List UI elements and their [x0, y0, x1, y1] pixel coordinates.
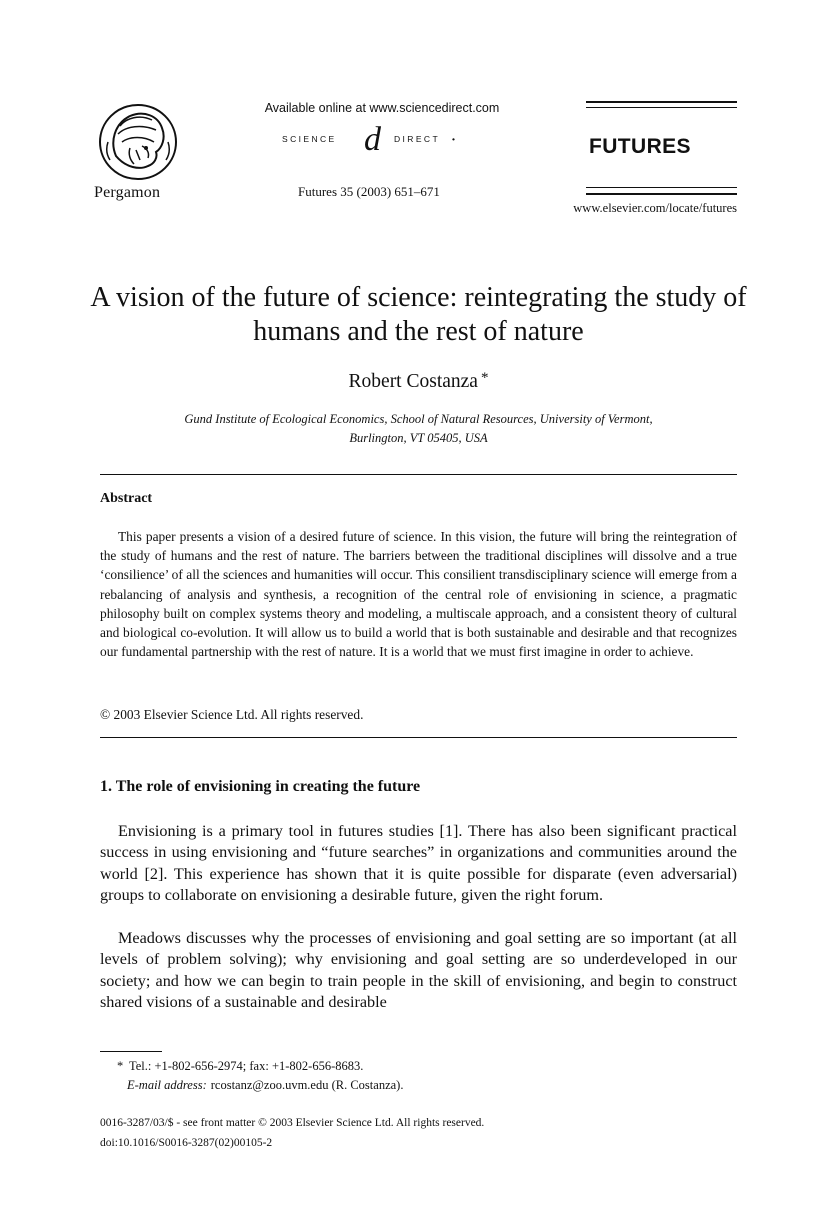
- footnote-rule: [100, 1051, 162, 1052]
- sd-logo-left-word: SCIENCE: [282, 134, 337, 144]
- sciencedirect-logo: [282, 121, 482, 158]
- abstract-heading: Abstract: [100, 491, 153, 506]
- athena-head-icon: [96, 102, 180, 182]
- author-name: Robert Costanza: [348, 371, 478, 392]
- abstract-text: This paper presents a vision of a desired future of science. In this vision, the future will bring the reintegration of the study of humans and the rest of nature. The barriers between the traditional disciplines will dissolve and a true ‘consilience’ of all the sciences and humanities will occur. This consilient transdisciplinary science will emerge from a rebalancing of analysis and synthesis, a recognition of the central role of envisioning in science, a pragmatic philosophy built on complex systems theory and modeling, a multiscale approach, and a consistent theory of cultural and biological co-evolution. It will allow us to build a world that is both sustainable and desirable and that recognizes our fundamental partnership with the rest of nature. It is a world that we must first imagine in order to achieve.: [100, 529, 737, 660]
- journal-rule: [586, 107, 737, 108]
- body-paragraph: Envisioning is a primary tool in futures studies [1]. There has also been significant practical success in using envisioning and “future searches” in organizations and communities around the world [2]. This experience has shown that it is quite possible for disparate (even adversarial) groups to collaborate on envisioning a desirable future, given the right forum.: [100, 822, 737, 904]
- journal-name: FUTURES: [589, 135, 691, 158]
- email-label: E-mail address:: [127, 1078, 207, 1092]
- footnote-mark: *: [117, 1059, 124, 1073]
- abstract-top-rule: [100, 474, 737, 475]
- affiliation: [100, 410, 737, 448]
- sd-logo-at-icon: d: [364, 121, 381, 158]
- abstract-bottom-rule: [100, 737, 737, 738]
- article-title: A vision of the future of science: reintegrating the study of humans and the rest of nature: [90, 282, 747, 347]
- sd-logo-right-word: DIRECT: [394, 134, 441, 144]
- issn-line: 0016-3287/03/$ - see front matter © 2003 Elsevier Science Ltd. All rights reserved.: [100, 1117, 485, 1129]
- body-paragraph: Meadows discusses why the processes of envisioning and goal setting are so important (at all levels of problem solving); why envisioning and goal setting are so underdeveloped in our society; and how we can begin to train people in the skill of envisioning, and begin to construct shared visions of a sustainable and desirable: [100, 929, 737, 1011]
- footnote-contact: [117, 1059, 363, 1074]
- journal-citation: Futures 35 (2003) 651–671: [298, 184, 440, 199]
- sd-logo-mark: •: [452, 134, 455, 144]
- affiliation-line: Gund Institute of Ecological Economics, School of Natural Resources, University of Vermont,: [184, 412, 653, 426]
- journal-rule: [586, 101, 737, 103]
- section-heading: 1. The role of envisioning in creating the future: [100, 778, 421, 795]
- author-line: [60, 370, 777, 393]
- publisher-name: Pergamon: [94, 184, 161, 201]
- author-footnote-mark: *: [480, 370, 489, 386]
- email-address-link[interactable]: rcostanz@zoo.uvm.edu (R. Costanza).: [210, 1078, 404, 1092]
- contact-numbers: Tel.: +1-802-656-2974; fax: +1-802-656-8683.: [129, 1059, 364, 1073]
- publisher-logo: [94, 102, 180, 202]
- footnote-email: [127, 1078, 403, 1093]
- journal-rule: [586, 187, 737, 188]
- journal-url: www.elsevier.com/locate/futures: [573, 201, 737, 215]
- abstract-copyright: © 2003 Elsevier Science Ltd. All rights reserved.: [100, 707, 364, 722]
- affiliation-line: Burlington, VT 05405, USA: [349, 431, 488, 445]
- doi-link[interactable]: doi:10.1016/S0016-3287(02)00105-2: [100, 1137, 273, 1149]
- available-online-text: Available online at www.sciencedirect.com: [264, 101, 500, 115]
- journal-rule: [586, 193, 737, 195]
